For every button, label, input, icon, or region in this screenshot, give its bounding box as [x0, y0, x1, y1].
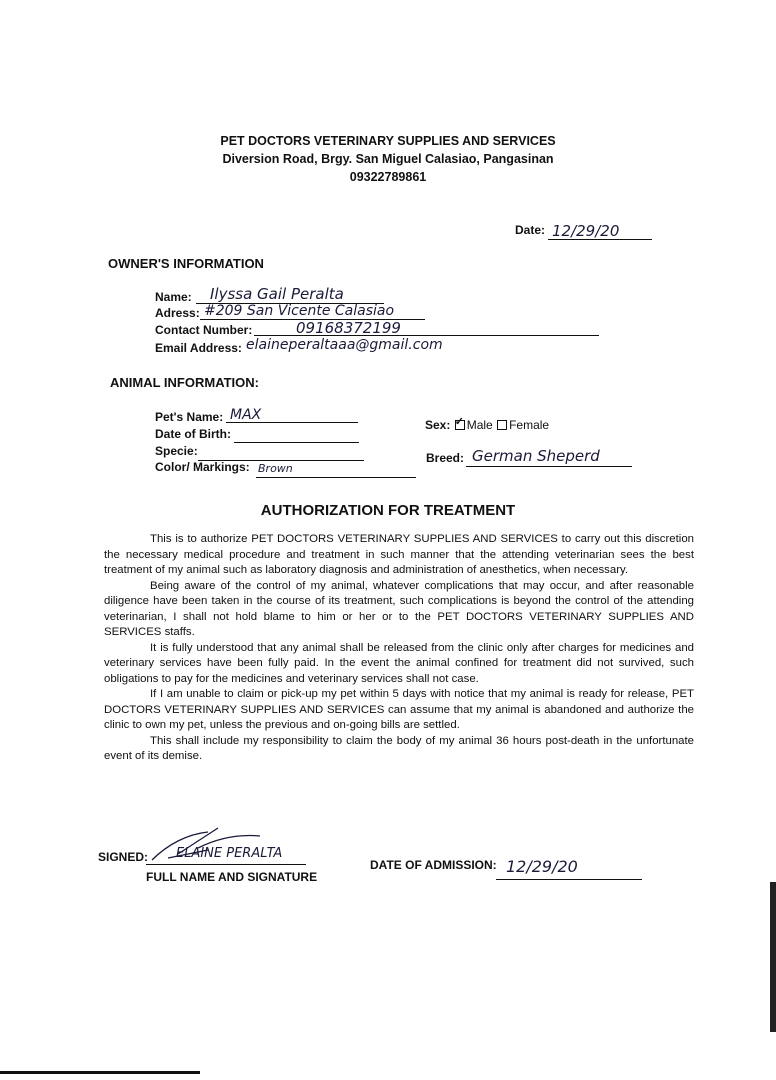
signed-label: SIGNED:: [98, 850, 149, 864]
owner-section-title: OWNER'S INFORMATION: [108, 256, 264, 271]
dob-field: [234, 425, 359, 443]
authorization-paragraph: If I am unable to claim or pick-up my pet within 5 days with notice that my animal is ready for release, PET DOCTORS VETERINARY SUPPLIES AND SERVICES can assume that my animal is abandoned and authorize the clinic to own my pet, unless the previous and on-going bills are settled.: [104, 688, 694, 731]
owner-address-label: Adress:: [155, 306, 200, 320]
owner-name-label: Name:: [155, 290, 192, 304]
date-label: Date:: [515, 223, 546, 237]
owner-contact-value: 09168372199: [296, 319, 401, 337]
sex-label: Sex:: [425, 418, 451, 432]
female-checkbox[interactable]: [497, 420, 507, 430]
admission-label: DATE OF ADMISSION:: [370, 858, 497, 872]
signature-field: [146, 842, 306, 865]
owner-contact-label: Contact Number:: [155, 323, 253, 337]
date-value: 12/29/20: [552, 222, 620, 240]
specie-label: Specie:: [155, 444, 198, 458]
owner-address-field: [200, 302, 425, 320]
color-label: Color/ Markings:: [155, 460, 250, 474]
sex-field: [425, 418, 549, 432]
date-field: [548, 222, 652, 240]
dob-label: Date of Birth:: [155, 427, 231, 441]
signed-value: ELAINE PERALTA: [176, 846, 283, 861]
color-value: Brown: [258, 462, 293, 475]
owner-email-label: Email Address:: [155, 341, 242, 355]
company-address: Diversion Road, Brgy. San Miguel Calasiao, Pangasinan: [222, 152, 554, 166]
owner-address-value: #209 San Vicente Calasiao: [204, 303, 395, 319]
owner-email-value: elaineperaltaaa@gmail.com: [246, 337, 443, 353]
admission-value: 12/29/20: [506, 857, 578, 876]
pet-name-field: [226, 406, 358, 423]
color-field: [256, 459, 416, 478]
authorization-paragraph: Being aware of the control of my animal, whatever complications that may occur, and after reasonable diligence have been taken in the course of its treatment, such complications is beyond the control of the attending veterinarian, I shall not hold blame to him or her or to the PET DOCTORS VETERINARY SUPPLIES AND SERVICES staffs.: [104, 579, 694, 638]
authorization-body: [104, 532, 694, 765]
authorization-title: AUTHORIZATION FOR TREATMENT: [260, 502, 516, 519]
admission-field: [496, 857, 642, 880]
pet-name-label: Pet's Name:: [155, 410, 224, 424]
company-name: PET DOCTORS VETERINARY SUPPLIES AND SERVICES: [220, 134, 556, 148]
owner-email-field: [244, 336, 484, 356]
breed-label: Breed:: [426, 451, 465, 465]
authorization-paragraph: This shall include my responsibility to claim the body of my animal 36 hours post-death in the unfortunate event of its demise.: [104, 734, 694, 762]
male-checkbox[interactable]: [455, 420, 465, 430]
breed-value: German Sheperd: [472, 447, 600, 465]
signature-caption: FULL NAME AND SIGNATURE: [146, 870, 318, 884]
scan-bottom-mark: [0, 1071, 200, 1074]
male-option-label: Male: [466, 418, 493, 432]
scan-edge-shadow: [770, 882, 776, 1032]
pet-name-value: MAX: [230, 407, 262, 423]
authorization-paragraph: It is fully understood that any animal shall be released from the clinic only after charges for medicines and veterinary services have been fully paid. In the event the animal confined for treatment did not survived, such obligations to pay for the medicines and veterinary services shall not case.: [104, 641, 694, 685]
authorization-paragraph: This is to authorize PET DOCTORS VETERINARY SUPPLIES AND SERVICES to carry out this discretion the necessary medical procedure and treatment in such manner that the attending veterinarian sees the best treatment of my animal such as laboratory diagnosis and administration of anesthetics, when necessary.: [104, 533, 694, 576]
female-option-label: Female: [509, 418, 550, 432]
owner-name-value: Ilyssa Gail Peralta: [210, 285, 344, 303]
company-phone: 09322789861: [349, 170, 427, 184]
breed-field: [466, 447, 632, 467]
owner-contact-field: [254, 319, 599, 336]
animal-section-title: ANIMAL INFORMATION:: [110, 375, 259, 390]
